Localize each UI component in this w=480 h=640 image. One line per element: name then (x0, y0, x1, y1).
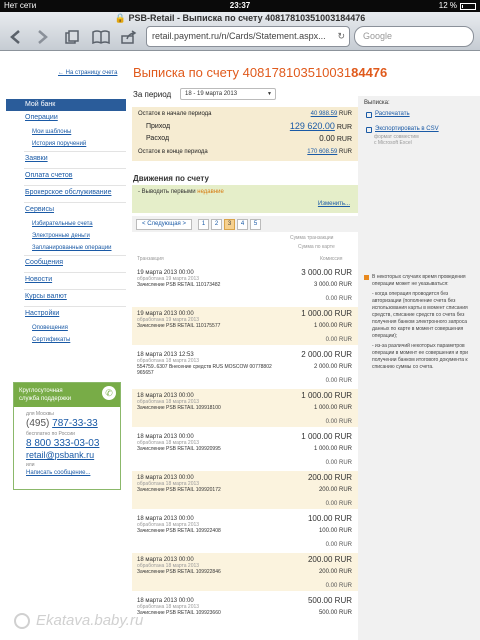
free-call-label: бесплатно по России (26, 431, 75, 437)
tabs-icon[interactable] (62, 28, 82, 46)
moscow-phone[interactable] (26, 418, 108, 430)
sidebar (0, 52, 126, 640)
transaction-fee: 0.00 RUR (325, 378, 352, 384)
expense-row (146, 134, 352, 143)
transaction-fee: 0.00 RUR (325, 501, 352, 507)
page-link[interactable]: 5 (250, 219, 261, 230)
transaction-row (132, 430, 358, 468)
period-value: 18 - 19 марта 2013 (185, 91, 238, 97)
sidebar-item[interactable]: Оплата счетов (25, 172, 73, 179)
transaction-card-amount: 200.00 RUR (318, 569, 352, 575)
right-panel (358, 96, 480, 640)
sidebar-divider (24, 255, 126, 256)
filter-value: недавние (197, 189, 224, 195)
transaction-card-amount: 1 000.00 RUR (313, 405, 352, 411)
time-note (364, 274, 474, 371)
col-amount-header: Сумма транзакции (290, 235, 334, 241)
sidebar-item[interactable]: Сервисы (25, 206, 55, 213)
watermark-text: Ekatava.baby.ru (36, 612, 144, 629)
page-link[interactable]: 1 (198, 219, 209, 230)
url-text: retail.payment.ru/n/Cards/Statement.aspx... (152, 31, 326, 41)
sidebar-divider (24, 289, 126, 290)
sidebar-item[interactable]: Курсы валют (25, 293, 67, 300)
bookmarks-icon[interactable] (90, 28, 112, 46)
balance-summary (132, 107, 358, 161)
transaction-description: Зачисление PSB RETAIL 109922408 (137, 528, 221, 534)
transaction-card-amount: 100.00 RUR (318, 528, 352, 534)
share-icon[interactable] (118, 28, 140, 46)
battery-icon (460, 3, 476, 10)
sidebar-item[interactable]: Брокерское обслуживание (25, 189, 112, 196)
battery-label: 12 % (438, 1, 457, 10)
search-input[interactable]: Google (354, 26, 474, 47)
end-balance-label: Остаток в конце периода (138, 149, 208, 155)
transaction-row (132, 553, 358, 591)
filter-text: - Выводить первыми недавние (138, 189, 224, 195)
col-transaction-header: Транзакция (137, 256, 164, 262)
transaction-amount: 200.00 RUR (307, 555, 352, 564)
sidebar-divider (24, 272, 126, 273)
status-bar (0, 0, 480, 12)
transaction-row (132, 348, 358, 386)
transaction-description: Зачисление PSB RETAIL 109923660 (137, 610, 221, 616)
transaction-row (132, 389, 358, 427)
end-balance-row (138, 148, 352, 157)
transaction-processed: обработана 18 марта 2013 (137, 522, 200, 528)
transaction-card-amount: 1 000.00 RUR (313, 446, 352, 452)
transaction-description: Зачисление PSB RETAIL 110173482 (137, 282, 221, 288)
transaction-date: 18 марта 2013 00:00 (137, 516, 194, 522)
col-commission-header: Комиссия (320, 256, 343, 262)
transaction-amount: 500.00 RUR (307, 596, 352, 605)
income-label: Приход (146, 123, 171, 130)
transaction-processed: обработана 18 марта 2013 (137, 358, 200, 364)
period-label: За период (133, 90, 172, 99)
sidebar-subitem[interactable]: Запланированные операции (32, 245, 112, 251)
support-title-2: служба поддержки (19, 396, 72, 402)
support-title-1: Круглосуточная (19, 388, 63, 394)
page-content (0, 52, 480, 640)
battery-indicator (439, 0, 476, 12)
currency: RUR (339, 111, 352, 117)
print-icon (366, 112, 372, 118)
income-value[interactable]: 129 620.00 (289, 121, 335, 131)
sidebar-divider (24, 202, 126, 203)
sidebar-item-my-bank[interactable]: Мой банк (6, 99, 126, 111)
transaction-fee: 0.00 RUR (325, 419, 352, 425)
sidebar-subitem[interactable]: История поручений (32, 141, 87, 147)
sidebar-item[interactable]: Операции (25, 114, 58, 121)
transaction-fee: 0.00 RUR (325, 542, 352, 548)
transaction-processed: обработана 19 марта 2013 (137, 276, 200, 282)
page-link[interactable]: 2 (211, 219, 222, 230)
page-link[interactable]: 3 (224, 219, 235, 230)
sidebar-item[interactable]: Новости (25, 276, 53, 283)
transaction-amount: 2 000.00 RUR (301, 350, 352, 359)
start-balance-row (138, 110, 352, 119)
transaction-card-amount: 500.00 RUR (318, 610, 352, 616)
sidebar-item[interactable]: Сообщения (25, 259, 63, 266)
transaction-date: 18 марта 2013 00:00 (137, 557, 194, 563)
browser-toolbar (0, 12, 480, 51)
pagination (132, 216, 358, 232)
transaction-description: Зачисление PSB RETAIL 110175577 (137, 323, 221, 329)
note-item-1: - когда операция проводится без авторизации (пополнение счета без использования карты в момент списания средств, списание средств со счета без получения банком электронного запроса данных по карте в момент совершения операции); (372, 291, 468, 339)
transaction-description: 554759..6307 Внесение средств RUS MOSCOW 00778802 965657 (137, 364, 272, 376)
heading-account-suffix: 84476 (351, 65, 388, 80)
print-link[interactable]: Распечатать (375, 111, 410, 117)
sidebar-divider (24, 151, 126, 152)
sidebar-subitem[interactable]: Избирательные счета (32, 221, 93, 227)
transaction-amount: 1 000.00 RUR (301, 391, 352, 400)
url-input[interactable] (146, 26, 350, 47)
transaction-processed: обработана 18 марта 2013 (137, 604, 200, 610)
edit-filter-link[interactable]: Изменить... (317, 201, 350, 207)
transaction-fee: 0.00 RUR (325, 337, 352, 343)
transaction-date: 18 марта 2013 00:00 (137, 475, 194, 481)
moscow-number[interactable]: 787-33-33 (52, 418, 98, 429)
transaction-amount: 3 000.00 RUR (301, 268, 352, 277)
transaction-row (132, 471, 358, 509)
transaction-date: 19 марта 2013 00:00 (137, 311, 194, 317)
transaction-row (132, 594, 358, 632)
support-box (13, 382, 121, 490)
sidebar-divider (24, 306, 126, 307)
warning-icon (364, 275, 369, 280)
back-icon[interactable] (6, 28, 26, 46)
main-content (130, 52, 388, 640)
phone-icon: ✆ (102, 386, 116, 400)
csv-icon (366, 127, 372, 133)
sidebar-subitem[interactable]: Сертификаты (32, 337, 71, 343)
transaction-amount: 1 000.00 RUR (301, 309, 352, 318)
expense-label: Расход (146, 135, 170, 142)
heading-prefix: Выписка по счету 408178103510031 (133, 65, 352, 80)
transaction-row (132, 512, 358, 550)
page-link[interactable]: 4 (237, 219, 248, 230)
transaction-date: 18 марта 2013 00:00 (137, 598, 194, 604)
transaction-date: 18 марта 2013 00:00 (137, 434, 194, 440)
sidebar-item[interactable]: Заявки (25, 155, 48, 162)
transaction-processed: обработана 18 марта 2013 (137, 563, 200, 569)
transaction-description: Зачисление PSB RETAIL 109918100 (137, 405, 221, 411)
expense-value: 0.00 (319, 134, 335, 143)
transaction-description: Зачисление PSB RETAIL 109920172 (137, 487, 221, 493)
sidebar-item[interactable]: Настройки (25, 310, 60, 317)
transaction-card-amount: 3 000.00 RUR (313, 282, 352, 288)
or-label: или (26, 462, 35, 468)
watermark-logo-icon (14, 613, 30, 629)
transaction-row (132, 266, 358, 304)
export-csv-link[interactable]: Экспортировать в CSV (375, 126, 439, 132)
transaction-row (132, 307, 358, 345)
note-item-2: - из-за различий некоторых параметров операции в момент ее совершения и при получении банком итогового документа к списанию суммы со счета. (372, 343, 468, 370)
movements-title: Движения по счету (133, 174, 209, 183)
transaction-date: 19 марта 2013 00:00 (137, 270, 194, 276)
transaction-card-amount: 200.00 RUR (318, 487, 352, 493)
watermark (14, 612, 143, 629)
support-header (14, 383, 120, 407)
statement-actions-heading: Выписка: (364, 100, 390, 106)
support-body (14, 407, 120, 480)
sidebar-divider (24, 168, 126, 169)
page-title: PSB-Retail - Выписка по счету 40817810351003184476 (128, 13, 366, 23)
sidebar-subitem[interactable]: Мои шаблоны (32, 129, 72, 135)
start-balance-label: Остаток в начале периода (138, 111, 212, 117)
currency: RUR (336, 124, 352, 131)
support-email-link[interactable]: retail@psbank.ru (26, 450, 95, 460)
currency: RUR (339, 149, 352, 155)
note-title: В некоторых случаях время проведения операции может не указываться: (372, 274, 466, 287)
write-message-link[interactable]: Написать сообщение... (26, 470, 91, 476)
transaction-date: 18 марта 2013 12:53 (137, 352, 194, 358)
browser-page-title (0, 13, 480, 24)
transaction-processed: обработана 18 марта 2013 (137, 399, 200, 405)
transaction-description: Зачисление PSB RETAIL 109920995 (137, 446, 221, 452)
transaction-amount: 100.00 RUR (307, 514, 352, 523)
income-row (146, 122, 352, 131)
next-page-button[interactable]: < Следующая > (136, 219, 192, 230)
reload-icon[interactable]: ↻ (337, 31, 345, 41)
forward-icon[interactable] (32, 28, 52, 46)
transaction-fee: 0.00 RUR (325, 583, 352, 589)
currency: RUR (336, 136, 352, 143)
clock: 23:37 (229, 1, 251, 10)
transaction-processed: обработана 18 марта 2013 (137, 440, 200, 446)
carrier-label: Нет сети (4, 1, 37, 10)
transaction-amount: 1 000.00 RUR (301, 432, 352, 441)
col-card-amount-header: Сумма по карте (298, 244, 335, 250)
sidebar-subitem[interactable]: Оповещения (32, 325, 68, 331)
period-select[interactable] (180, 88, 276, 100)
transaction-card-amount: 2 000.00 RUR (313, 364, 352, 370)
transaction-card-amount: 1 000.00 RUR (313, 323, 352, 329)
sidebar-divider (24, 185, 126, 186)
transaction-processed: обработана 18 марта 2013 (137, 481, 200, 487)
transaction-fee: 0.00 RUR (325, 460, 352, 466)
free-phone-link[interactable]: 8 800 333-03-03 (26, 438, 100, 449)
sort-filter (132, 185, 358, 213)
transaction-processed: обработана 19 марта 2013 (137, 317, 200, 323)
sidebar-subitem[interactable]: Электронные деньги (32, 233, 90, 239)
moscow-code: (495) (26, 418, 50, 429)
lock-icon: 🔒 (114, 13, 126, 23)
chevron-down-icon: ▼ (267, 91, 272, 97)
page-heading (133, 65, 387, 80)
transaction-date: 18 марта 2013 00:00 (137, 393, 194, 399)
start-balance-value[interactable]: 40 988.59 (310, 111, 338, 117)
transaction-fee: 0.00 RUR (325, 296, 352, 302)
moscow-label: для Москвы (26, 411, 54, 417)
end-balance-value[interactable]: 170 608.59 (307, 149, 338, 155)
transaction-amount: 200.00 RUR (307, 473, 352, 482)
transaction-description: Зачисление PSB RETAIL 109922846 (137, 569, 221, 575)
back-to-account-link[interactable]: ← На страницу счета (58, 70, 118, 76)
export-format-note: формат совместим с Microsoft Excel (374, 134, 419, 146)
